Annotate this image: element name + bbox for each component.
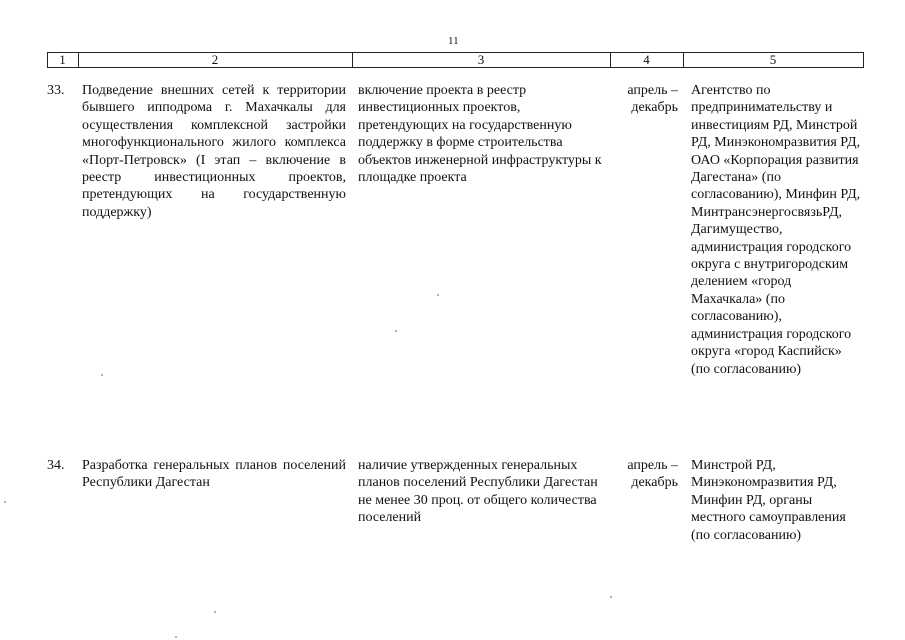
header-col-5: 5 [769, 52, 777, 67]
term-text: апрель – декабрь [627, 458, 678, 491]
header-bottom-rule [47, 67, 864, 68]
result-text: наличие утвержденных генеральных планов поселений Республики Дагестан не менее 30 проц. от общего количества поселений [358, 458, 598, 526]
table-header [0, 52, 905, 68]
header-col-4: 4 [643, 52, 650, 67]
term-text: апрель – декабрь [627, 83, 678, 116]
measure-text: Подведение внешних сетей к территории бывшего ипподрома г. Махачкалы для осуществления комплексной застройки многофункционального жилого комплекса «Порт-Петровск» (I этап – включение в реестр инвестиционных проектов, претендующих на государственную поддержку) [82, 83, 346, 220]
scan-speck [101, 374, 103, 376]
scan-speck [175, 636, 177, 638]
scan-speck [437, 294, 439, 296]
row-number: 34. [47, 458, 65, 473]
scan-speck [214, 611, 216, 613]
header-col-2: 2 [211, 52, 219, 67]
row-number: 33. [47, 83, 65, 98]
header-col-1: 1 [59, 52, 66, 67]
header-col-3: 3 [477, 52, 485, 67]
result-text: включение проекта в реестр инвестиционных проектов, претендующих на государственную поддержку в форме строительства объектов инженерной инфраструктуры к площадке проекта [358, 83, 602, 186]
measure-text: Разработка генеральных планов поселений Республики Дагестан [82, 458, 346, 491]
executors-text: Агентство по предпринимательству и инвестициям РД, Минстрой РД, Минэкономразвития РД, ОАО «Корпорация развития Дагестана» (по согласованию), Минфин РД, МинтрансэнергосвязьРД, Дагимущество, администрация городского округа с внутригородским делением «город Махачкала» (по согласованию), администрация городского округа «город Каспийск» (по согласованию) [691, 83, 861, 377]
page-number: 11 [448, 35, 459, 47]
scan-speck [395, 330, 397, 332]
scan-speck [610, 596, 612, 598]
scan-speck [4, 501, 6, 503]
column-divider [863, 52, 864, 68]
executors-text: Минстрой РД, Минэкономразвития РД, Минфин РД, органы местного самоуправления (по согласованию) [691, 458, 846, 543]
